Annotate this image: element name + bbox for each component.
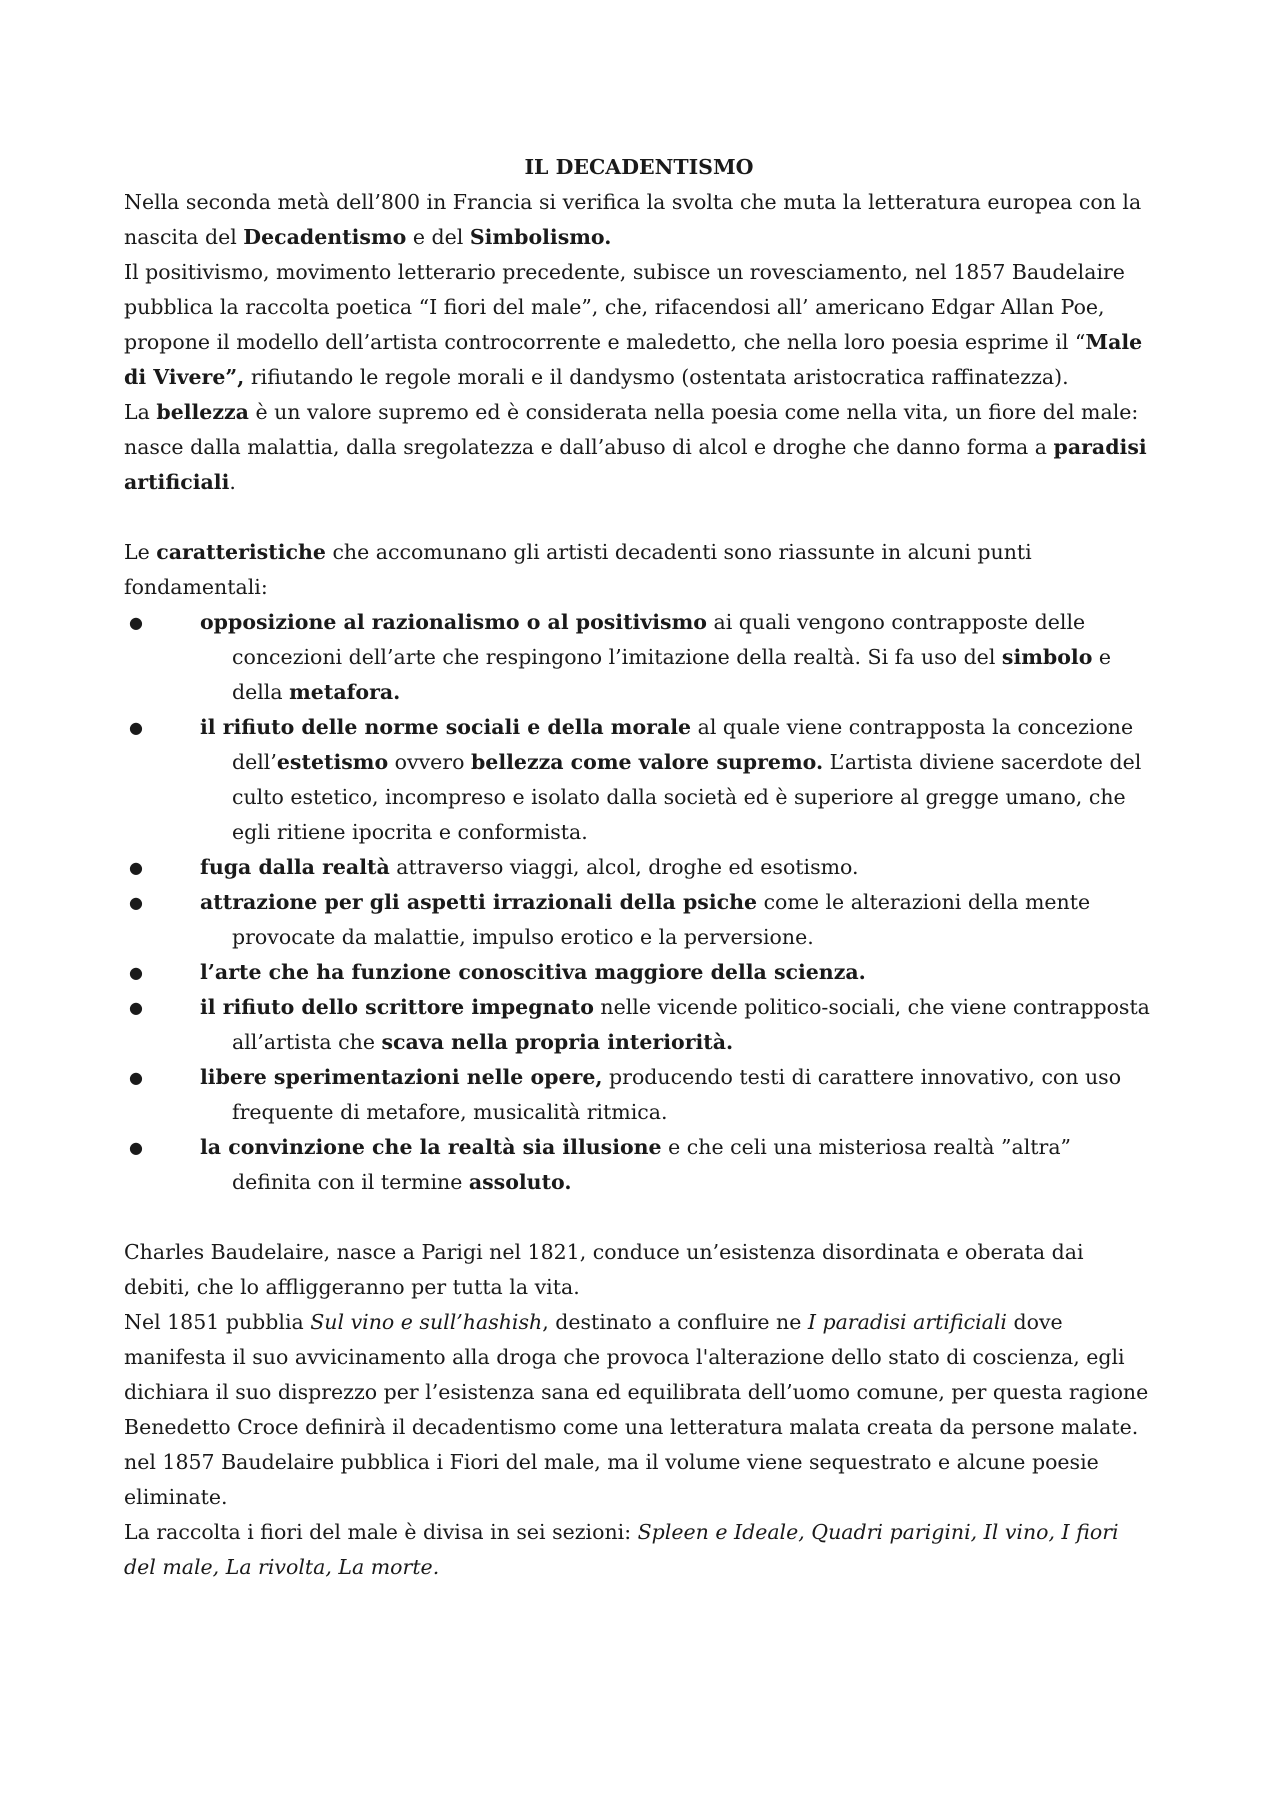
text: ai quali vengono contrapposte delle concezioni dell’arte che respingono l’imitazione della realtà. Si fa uso del [232,610,1086,669]
baudelaire-paragraph-2 [124,1305,1154,1445]
text: Nella seconda metà dell’800 in Francia si verifica la svolta che muta la letteratura europea con la nascita del [124,190,1142,249]
document-page [124,150,1154,1585]
text: rifiutando le regole morali e il dandysmo (ostentata aristocratica raffinatezza). [244,365,1069,389]
baudelaire-paragraph-1: Charles Baudelaire, nasce a Parigi nel 1821, conduce un’esistenza disordinata e oberata dai debiti, che lo affliggeranno per tutta la vita. [124,1240,1084,1299]
text: e del [406,225,470,249]
text: come le alterazioni della mente provocate da malattie, impulso erotico e la perversione. [232,890,1091,949]
baudelaire-paragraph-4 [124,1515,1154,1585]
bullet-icon: ● [129,613,143,632]
bold-term: Decadentismo [243,225,407,249]
bold-term: il rifiuto delle norme sociali e della morale [200,715,692,739]
bold-term: caratteristiche [156,540,326,564]
bold-term: fuga dalla realtà [200,855,390,879]
bold-term: metafora. [289,680,401,704]
document-title: IL DECADENTISMO [524,155,754,179]
bold-term: l’arte che ha funzione conoscitiva maggiore della scienza. [200,960,866,984]
bold-term: simbolo [1001,645,1093,669]
italic-title: I paradisi artificiali [807,1310,1007,1334]
text: producendo testi di carattere innovativo, con uso frequente di metafore, musicalità ritmica. [232,1065,1122,1124]
text: e della [232,645,1112,704]
list-item [124,1130,1154,1200]
bullet-icon: ● [129,718,143,737]
list-item [124,605,1154,710]
bold-term: la convinzione che la realtà sia illusione [200,1135,662,1159]
text: La [124,400,157,424]
list-item [124,850,1154,885]
bullet-icon: ● [129,893,143,912]
characteristics-list [124,605,1154,1200]
bullet-icon: ● [129,963,143,982]
characteristics-intro [124,535,1154,605]
paragraph-spacer [124,500,1154,535]
bold-term: il rifiuto dello scrittore impegnato [200,995,594,1019]
italic-title: Sul vino e sull’hashish [310,1310,543,1334]
text: . [229,470,236,494]
bold-term: Male di Vivere”, [124,330,1143,389]
italic-title: Spleen e Ideale, Quadri parigini, Il vino, I fiori del male, La rivolta, La morte. [124,1520,1119,1579]
text: ovvero [388,750,471,774]
text: nelle vicende politico-sociali, che viene contrapposta all’artista che [232,995,1150,1054]
text: dove manifesta il suo avvicinamento alla droga che provoca l'alterazione dello stato di coscienza, egli dichiara il suo disprezzo per l’esistenza sana ed equilibrata dell’uomo comune, per questa ragione Benedetto Croce definirà il decadentismo come una letteratura malata creata da persone malate. [124,1310,1149,1439]
text: , destinato a confluire ne [542,1310,808,1334]
text: attraverso viaggi, alcol, droghe ed esotismo. [389,855,859,879]
bold-term: libere sperimentazioni nelle opere, [200,1065,603,1089]
intro-paragraph-2 [124,255,1154,395]
text: Le [124,540,157,564]
bold-term: bellezza come valore supremo. [470,750,824,774]
list-item [124,1060,1154,1130]
text: è un valore supremo ed è considerata nella poesia come nella vita, un fiore del male: nasce dalla malattia, dalla sregolatezza e dall’abuso di alcol e droghe che danno forma a [124,400,1139,459]
baudelaire-paragraph-3: nel 1857 Baudelaire pubblica i Fiori del male, ma il volume viene sequestrato e alcune poesie eliminate. [124,1450,1099,1509]
bold-term: attrazione per gli aspetti irrazionali della psiche [200,890,758,914]
paragraph-spacer [124,1200,1154,1235]
text: e che celi una misteriosa realtà ”altra” definita con il termine [232,1135,1072,1194]
bullet-icon: ● [129,1068,143,1087]
text: Nel 1851 pubblia [124,1310,311,1334]
bold-term: estetismo [276,750,389,774]
list-item [124,955,1154,990]
intro-paragraph-1 [124,185,1154,255]
bullet-icon: ● [129,1138,143,1157]
text: che accomunano gli artisti decadenti sono riassunte in alcuni punti fondamentali: [124,540,1032,599]
text: Il positivismo, movimento letterario precedente, subisce un rovesciamento, nel 1857 Baudelaire pubblica la raccolta poetica “I fiori del male”, che, rifacendosi all’ americano Edgar Allan Poe, propone il modello dell’artista controcorrente e maledetto, che nella loro poesia esprime il “ [124,260,1125,354]
list-item [124,990,1154,1060]
bold-term: bellezza [156,400,249,424]
bold-term: opposizione al razionalismo o al positivismo [200,610,707,634]
text: La raccolta i fiori del male è divisa in sei sezioni: [124,1520,638,1544]
list-item [124,710,1154,850]
bold-term: assoluto. [468,1170,572,1194]
bullet-icon: ● [129,998,143,1017]
bold-term: scava nella propria interiorità. [381,1030,734,1054]
bold-term: paradisi artificiali [124,435,1147,494]
bold-term: Simbolismo. [469,225,612,249]
list-item [124,885,1154,955]
intro-paragraph-3 [124,395,1154,500]
text: al quale viene contrapposta la concezione dell’ [232,715,1134,774]
bullet-icon: ● [129,858,143,877]
text: L’artista diviene sacerdote del culto estetico, incompreso e isolato dalla società ed è superiore al gregge umano, che egli ritiene ipocrita e conformista. [232,750,1142,844]
